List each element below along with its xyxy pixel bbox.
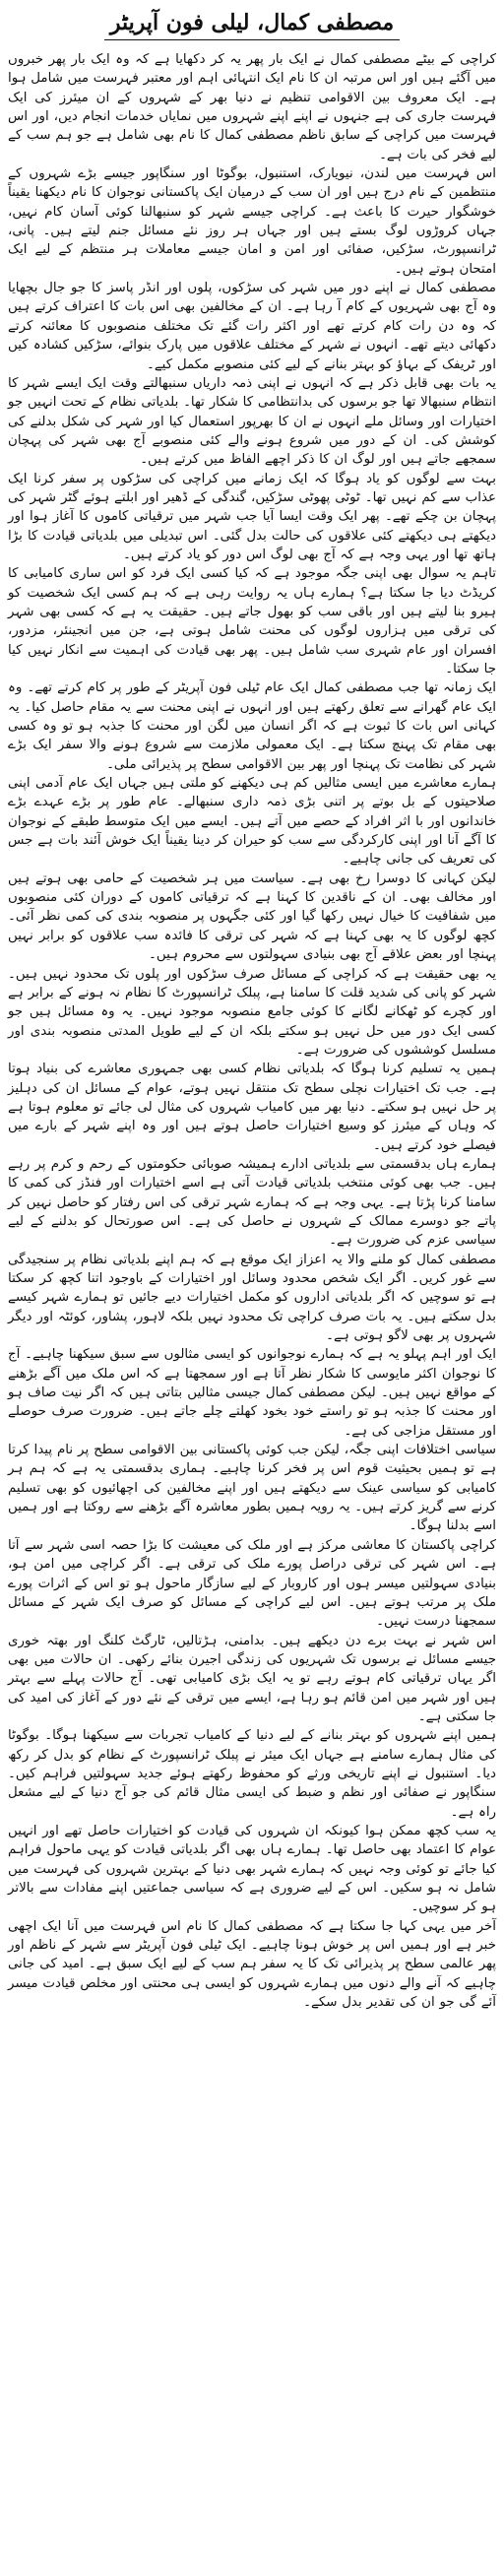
article-headline: مصطفی کمال، لیلی فون آپریٹر: [104, 8, 400, 40]
article-paragraph: ہمارے معاشرے میں ایسی مثالیں کم ہی دیکھنے کو ملتی ہیں جہاں ایک عام آدمی اپنی صلاحیتوں کے بل بوتے پر اتنی بڑی ذمہ داری سنبھالے۔ عام طور پر بڑے عہدے بڑے خاندانوں اور با اثر افراد کے حصے میں آتے ہیں۔ ایسے میں ایک متوسط طبقے کے نوجوان کا آگے آنا اور اپنی کارکردگی سے سب کو حیران کر دینا یقیناً ایک خوش آئند بات ہے جس کی تعریف کی جانی چاہیے۔: [8, 776, 496, 868]
article-paragraph: مصطفی کمال کو ملنے والا یہ اعزاز ایک موقع ہے کہ ہم اپنے بلدیاتی نظام پر سنجیدگی سے غور کریں۔ اگر ایک شخص محدود وسائل اور اختیارات کے باوجود اتنا کچھ کر سکتا ہے تو سوچیں کہ اگر بلدیاتی اداروں کو مکمل اختیارات دیے جائیں تو ہمارے شہر کیسے بدل سکتے ہیں۔ یہ بات صرف کراچی تک محدود نہیں بلکہ لاہور، پشاور، کوئٹہ اور دیگر شہروں پر بھی لاگو ہوتی ہے۔: [8, 1252, 496, 1344]
article-paragraph: ہمارے ہاں بدقسمتی سے بلدیاتی ادارے ہمیشہ صوبائی حکومتوں کے رحم و کرم پر رہے ہیں۔ جب بھی کوئی منتخب بلدیاتی قیادت آتی ہے اسے اختیارات اور فنڈز کی کمی کا سامنا کرنا پڑتا ہے۔ یہی وجہ ہے کہ ہمارے شہر ترقی کی اس رفتار کو حاصل نہیں کر پاتے جو دوسرے ممالک کے شہروں نے حاصل کی ہے۔ اس صورتحال کو بدلنے کے لیے سیاسی عزم کی ضرورت ہے۔: [8, 1156, 496, 1249]
article-paragraph: لیکن کہانی کا دوسرا رخ بھی ہے۔ سیاست میں ہر شخصیت کے حامی بھی ہوتے ہیں اور مخالف بھی۔ ان کے ناقدین کا کہنا ہے کہ ترقیاتی کاموں کے دوران کئی منصوبوں میں شفافیت کا خیال نہیں رکھا گیا اور کئی جگہوں پر منصوبہ بندی کی کمی نظر آئی۔ کچھ لوگوں کا یہ بھی کہنا ہے کہ شہر کی ترقی کا فائدہ سب علاقوں کو برابر نہیں پہنچا اور بعض علاقے آج بھی بنیادی سہولتوں سے محروم ہیں۔: [8, 870, 496, 963]
article-paragraph: یہ بھی حقیقت ہے کہ کراچی کے مسائل صرف سڑکوں اور پلوں تک محدود نہیں ہیں۔ شہر کو پانی کی شدید قلت کا سامنا ہے، پبلک ٹرانسپورٹ کا نظام نہ ہونے کے برابر ہے اور کچرے کو ٹھکانے لگانے کا کوئی جامع منصوبہ موجود نہیں۔ یہ وہ مسائل ہیں جو کسی ایک دور میں حل نہیں ہو سکتے بلکہ ان کے لیے طویل المدتی منصوبہ بندی اور مسلسل کوششوں کی ضرورت ہے۔: [8, 966, 496, 1058]
article-paragraph: تاہم یہ سوال بھی اپنی جگہ موجود ہے کہ کیا کسی ایک فرد کو اس ساری کامیابی کا کریڈٹ دیا جا سکتا ہے؟ ہمارے ہاں یہ روایت رہی ہے کہ ہم کسی ایک شخصیت کو ہیرو بنا لیتے ہیں اور باقی سب کو بھول جاتے ہیں۔ حقیقت یہ ہے کہ کسی بھی شہر کی ترقی میں ہزاروں لوگوں کی محنت شامل ہوتی ہے، جن میں انجینئر، مزدور، افسران اور عام شہری سب شامل ہیں۔ پھر بھی قیادت کی اہمیت سے انکار نہیں کیا جا سکتا۔: [8, 566, 496, 676]
article-paragraph: کراچی پاکستان کا معاشی مرکز ہے اور ملک کی معیشت کا بڑا حصہ اسی شہر سے آتا ہے۔ اس شہر کی ترقی دراصل پورے ملک کی ترقی ہے۔ اگر کراچی میں امن ہو، بنیادی سہولتیں میسر ہوں اور کاروبار کے لیے سازگار ماحول ہو تو اس کے اثرات پورے ملک پر مرتب ہوتے ہیں۔ اس لیے کراچی کے مسائل کو صرف ایک شہر کے مسائل سمجھنا درست نہیں۔: [8, 1537, 496, 1630]
article-paragraph: آخر میں یہی کہا جا سکتا ہے کہ مصطفی کمال کا نام اس فہرست میں آنا ایک اچھی خبر ہے اور ہمیں اس پر خوش ہونا چاہیے۔ ایک ٹیلی فون آپریٹر سے شہر کے ناظم اور پھر عالمی سطح پر پذیرائی تک کا یہ سفر ہم سب کے لیے ایک سبق ہے۔ امید کی جانی چاہیے کہ آنے والے دنوں میں ہمارے شہروں کو ایسی ہی محنتی اور مخلص قیادت میسر آئے گی جو ان کی تقدیر بدل سکے۔: [8, 1918, 496, 2011]
article-paragraph: یہ بات بھی قابل ذکر ہے کہ انہوں نے اپنی ذمہ داریاں سنبھالتے وقت ایک ایسے شہر کا انتظام سنبھالا تھا جو برسوں کی بدانتظامی کا شکار تھا۔ بلدیاتی نظام کے تحت انہیں جو اختیارات اور وسائل ملے انہوں نے ان کا بھرپور استعمال کیا اور شہر کی شکل بدلنے کی کوشش کی۔ ان کے دور میں شروع ہونے والے کئی منصوبے آج بھی شہر کی پہچان سمجھے جاتے ہیں اور لوگ ان کا ذکر اچھے الفاظ میں کرتے ہیں۔: [8, 375, 496, 468]
article-paragraph: یہ سب کچھ ممکن ہوا کیونکہ ان شہروں کی قیادت کو اختیارات حاصل تھے اور انہیں عوام کا اعتماد بھی حاصل تھا۔ ہمارے ہاں بھی اگر بلدیاتی قیادت کو یہی ماحول فراہم کیا جائے تو کوئی وجہ نہیں کہ ہمارے شہر بھی دنیا کے بہترین شہروں کی فہرست میں شامل نہ ہو سکیں۔ اس کے لیے ضروری ہے کہ سیاسی جماعتیں اپنے مفادات سے بالاتر ہو کر سوچیں۔: [8, 1823, 496, 1915]
article-paragraph: ایک زمانہ تھا جب مصطفی کمال ایک عام ٹیلی فون آپریٹر کے طور پر کام کرتے تھے۔ وہ ایک عام گھرانے سے تعلق رکھتے ہیں اور انہوں نے اپنی محنت سے یہ مقام حاصل کیا۔ یہ کہانی اس بات کا ثبوت ہے کہ اگر انسان میں لگن اور محنت کا جذبہ ہو تو وہ کسی بھی مقام تک پہنچ سکتا ہے۔ ایک معمولی ملازمت سے شروع ہونے والا سفر ایک بڑے شہر کی نظامت تک پہنچا اور پھر بین الاقوامی سطح پر پذیرائی ملی۔: [8, 680, 496, 772]
article-paragraph: ہمیں اپنے شہروں کو بہتر بنانے کے لیے دنیا کے کامیاب تجربات سے سیکھنا ہوگا۔ بوگوٹا کی مثال ہمارے سامنے ہے جہاں ایک میئر نے پبلک ٹرانسپورٹ کے نظام کو بدل کر رکھ دیا۔ استنبول نے اپنے تاریخی ورثے کو محفوظ رکھتے ہوئے جدید سہولتیں فراہم کیں۔ سنگاپور نے صفائی اور نظم و ضبط کی ایسی مثال قائم کی جو آج دنیا کے لیے مشعل راہ ہے۔: [8, 1728, 496, 1820]
article-paragraph: سیاسی اختلافات اپنی جگہ، لیکن جب کوئی پاکستانی بین الاقوامی سطح پر نام پیدا کرتا ہے تو ہمیں بحیثیت قوم اس پر فخر کرنا چاہیے۔ ہماری بدقسمتی یہ ہے کہ ہم ہر کامیابی کو سیاسی عینک سے دیکھتے ہیں اور اپنے مخالفین کی اچھائیوں کو بھی تسلیم کرنے سے گریز کرتے ہیں۔ یہ رویہ ہمیں بطور معاشرہ آگے بڑھنے سے روکتا ہے اور ہمیں اسے بدلنا ہوگا۔: [8, 1443, 496, 1534]
article-body: [8, 50, 496, 2012]
article-paragraph: بہت سے لوگوں کو یاد ہوگا کہ ایک زمانے میں کراچی کی سڑکوں پر سفر کرنا ایک عذاب سے کم نہیں تھا۔ ٹوٹی پھوٹی سڑکیں، گندگی کے ڈھیر اور ابلتے ہوئے گٹر شہر کی پہچان بن چکے تھے۔ پھر ایک وقت ایسا آیا جب شہر میں ترقیاتی کاموں کا آغاز ہوا اور دیکھتے ہی دیکھتے کئی علاقوں کی حالت بدل گئی۔ اس تبدیلی میں بلدیاتی قیادت کا بڑا ہاتھ تھا اور یہی وجہ ہے کہ آج بھی لوگ اس دور کو یاد کرتے ہیں۔: [8, 471, 496, 562]
article-paragraph: ایک اور اہم پہلو یہ ہے کہ ہمارے نوجوانوں کو ایسی مثالوں سے سبق سیکھنا چاہیے۔ آج کا نوجوان اکثر مایوسی کا شکار نظر آتا ہے اور سمجھتا ہے کہ اس ملک میں آگے بڑھنے کے مواقع نہیں ہیں۔ لیکن مصطفی کمال جیسی مثالیں بتاتی ہیں کہ اگر نیت صاف ہو اور محنت کا جذبہ ہو تو راستے خود بخود کھلتے چلے جاتے ہیں۔ ضرورت صرف حوصلے اور مستقل مزاجی کی ہے۔: [8, 1347, 496, 1439]
article-paragraph: مصطفی کمال نے اپنے دور میں شہر کی سڑکوں، پلوں اور انڈر پاسز کا جو جال بچھایا وہ آج بھی شہریوں کے کام آ رہا ہے۔ ان کے مخالفین بھی اس بات کا اعتراف کرتے ہیں کہ وہ دن رات کام کرتے تھے اور اکثر رات گئے تک مختلف منصوبوں کا معائنہ کرتے دکھائی دیتے تھے۔ انہوں نے شہر کے مختلف علاقوں میں پارک بنوائے، سڑکیں کشادہ کیں اور ٹریفک کے بہاؤ کو بہتر بنانے کے لیے کئی منصوبے مکمل کیے۔: [8, 281, 496, 372]
article-paragraph: اس فہرست میں لندن، نیویارک، استنبول، بوگوٹا اور سنگاپور جیسے بڑے شہروں کے منتظمین کے نام درج ہیں اور ان سب کے درمیان ایک پاکستانی نوجوان کا نام دیکھنا یقیناً خوشگوار حیرت کا باعث ہے۔ کراچی جیسے شہر کو سنبھالنا کوئی آسان کام نہیں، جہاں کروڑوں لوگ بستے ہیں اور جہاں ہر روز نئے مسائل جنم لیتے ہیں۔ پانی، ٹرانسپورٹ، سڑکیں، صفائی اور امن و امان جیسے معاملات ہر منتظم کے لیے ایک امتحان ہوتے ہیں۔: [8, 166, 496, 277]
headline-container: [8, 8, 496, 40]
article-paragraph: ہمیں یہ تسلیم کرنا ہوگا کہ بلدیاتی نظام کسی بھی جمہوری معاشرے کی بنیاد ہوتا ہے۔ جب تک اختیارات نچلی سطح تک منتقل نہیں ہوتے، عوام کے مسائل ان کی دہلیز پر حل نہیں ہو سکتے۔ دنیا بھر میں کامیاب شہروں کی مثال لی جائے تو معلوم ہوتا ہے کہ وہاں کے میئرز کو وسیع اختیارات حاصل ہوتے ہیں اور وہ اپنے شہر کے بارے میں فیصلے خود کرتے ہیں۔: [8, 1062, 496, 1153]
article-paragraph: کراچی کے بیٹے مصطفی کمال نے ایک بار پھر یہ کر دکھایا ہے کہ وہ ایک بار پھر خبروں میں آگئے ہیں اور اس مرتبہ ان کا نام ایک انتہائی اہم اور معتبر فہرست میں شامل ہوا ہے۔ ایک معروف بین الاقوامی تنظیم نے دنیا بھر کے شہروں کے ان میئرز کی ایک فہرست جاری کی ہے جنہوں نے اپنے اپنے شہروں میں نمایاں خدمات انجام دیں، اور اس فہرست میں کراچی کے سابق ناظم مصطفی کمال کا نام بھی شامل ہے جو ہم سب کے لیے فخر کی بات ہے۔: [8, 52, 496, 162]
article-paragraph: اس شہر نے بہت برے دن دیکھے ہیں۔ بدامنی، ہڑتالیں، ٹارگٹ کلنگ اور بھتہ خوری جیسے مسائل نے برسوں تک شہریوں کی زندگی اجیرن بنائے رکھی۔ ان حالات میں بھی اگر یہاں ترقیاتی کام ہوتے رہے تو یہ ایک بڑی کامیابی تھی۔ آج حالات پہلے سے بہتر ہیں اور شہر میں امن قائم ہو رہا ہے، ایسے میں ترقی کے نئے دور کے آغاز کی امید کی جا سکتی ہے۔: [8, 1633, 496, 1724]
